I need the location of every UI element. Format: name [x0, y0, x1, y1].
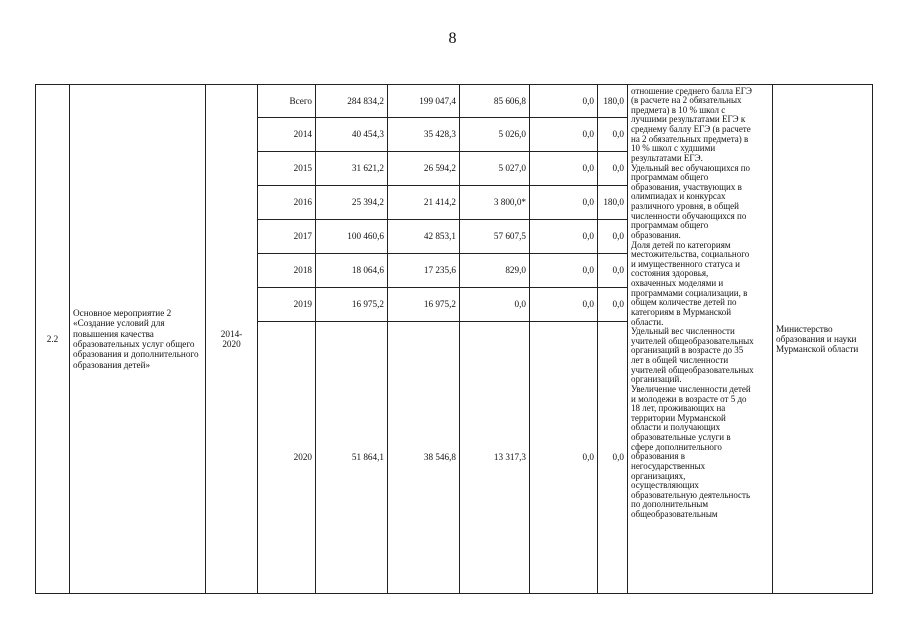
- indicator-line: среднему баллу ЕГЭ (в расчете: [631, 124, 751, 134]
- federal-value: 0,0: [460, 288, 530, 322]
- indicator-line: состояния здоровья,: [631, 268, 709, 279]
- federal-value: 3 800,0*: [460, 186, 530, 220]
- indicator-line: осуществляющих: [631, 480, 699, 491]
- activity-period: 2014- 2020: [206, 85, 258, 594]
- indicator-line: результатами ЕГЭ.: [631, 152, 703, 163]
- indicator-line: образования, участвующих в: [631, 181, 742, 192]
- year-label: 2017: [258, 220, 316, 254]
- indicator-line: образования.: [631, 229, 681, 240]
- indicator-line: (в расчете на 2 обязательных: [631, 95, 742, 106]
- regional-value: 35 428,3: [388, 118, 460, 152]
- indicator-line: отношение среднего балла ЕГЭ: [631, 86, 752, 96]
- program-activity-table: [35, 84, 873, 594]
- indicator-line: на 2 обязательных предмета) в: [631, 133, 749, 144]
- other-value: 0,0: [598, 118, 628, 152]
- regional-value: 42 853,1: [388, 220, 460, 254]
- total-value: 18 064,6: [316, 254, 388, 288]
- indicator-line: лет в общей численности: [631, 355, 729, 365]
- year-label: 2019: [258, 288, 316, 322]
- indicator-line: общем количестве детей по: [631, 297, 737, 308]
- local-value: 0,0: [530, 322, 598, 594]
- indicator-line: олимпиадах и конкурсах: [631, 191, 726, 202]
- target-indicators: [628, 85, 773, 594]
- indicator-line: категориям в Мурманской: [631, 306, 732, 317]
- indicator-line: учителей общеобразовательных: [631, 364, 754, 375]
- indicator-line: негосударственных: [631, 460, 706, 471]
- total-value: 16 975,2: [316, 288, 388, 322]
- local-value: 0,0: [530, 186, 598, 220]
- federal-value: 57 607,5: [460, 220, 530, 254]
- activity-title: Основное мероприятие 2 «Создание условий для повышения качества образовательных услуг общего образования и дополнительного образования детей»: [70, 85, 206, 594]
- indicator-line: 10 % школ с худшими: [631, 143, 716, 154]
- total-value: 25 394,2: [316, 186, 388, 220]
- year-label: 2015: [258, 152, 316, 186]
- total-value: 31 621,2: [316, 152, 388, 186]
- federal-value: 829,0: [460, 254, 530, 288]
- indicator-line: общеобразовательным: [631, 509, 718, 519]
- total-value: 284 834,2: [316, 85, 388, 118]
- indicator-line: лучшими результатами ЕГЭ к: [631, 114, 746, 125]
- total-value: 40 454,3: [316, 118, 388, 152]
- activity-code: 2.2: [36, 85, 70, 594]
- local-value: 0,0: [530, 288, 598, 322]
- regional-value: 38 546,8: [388, 322, 460, 594]
- indicator-line: Удельный вес обучающихся по: [631, 162, 751, 173]
- indicator-line: охваченных моделями и: [631, 278, 724, 288]
- indicator-line: организаций в возрасте до 35: [631, 345, 744, 356]
- regional-value: 21 414,2: [388, 186, 460, 220]
- indicator-line: различного уровня, в общей: [631, 201, 739, 211]
- indicators-list: [631, 87, 769, 592]
- indicator-line: организациях,: [631, 470, 686, 481]
- indicator-line: 18 лет, проживающих на: [631, 403, 726, 414]
- other-value: 0,0: [598, 322, 628, 594]
- other-value: 0,0: [598, 220, 628, 254]
- table-row-total: [36, 85, 873, 118]
- indicator-line: сфере дополнительного: [631, 441, 722, 452]
- indicator-line: области и получающих: [631, 422, 721, 433]
- other-value: 180,0: [598, 85, 628, 118]
- other-value: 0,0: [598, 152, 628, 186]
- year-label: 2016: [258, 186, 316, 220]
- indicator-line: и имущественного статуса и: [631, 258, 740, 269]
- responsible-executor: Министерство образования и науки Мурманской области: [773, 85, 873, 594]
- local-value: 0,0: [530, 118, 598, 152]
- regional-value: 26 594,2: [388, 152, 460, 186]
- page-number: 8: [448, 30, 457, 47]
- indicator-line: Доля детей по категориям: [631, 239, 731, 250]
- local-value: 0,0: [530, 254, 598, 288]
- indicator-line: образования в: [631, 451, 685, 462]
- table-body: [36, 85, 873, 594]
- indicator-line: учителей общеобразовательных: [631, 335, 754, 346]
- indicator-line: численности обучающихся по: [631, 210, 747, 221]
- federal-value: 5 027,0: [460, 152, 530, 186]
- year-label: 2020: [258, 322, 316, 594]
- indicator-line: предмета) в 10 % школ с: [631, 104, 726, 115]
- federal-value: 85 606,8: [460, 85, 530, 118]
- local-value: 0,0: [530, 85, 598, 118]
- other-value: 0,0: [598, 288, 628, 322]
- year-label: Всего: [258, 85, 316, 118]
- total-value: 100 460,6: [316, 220, 388, 254]
- indicator-line: организаций.: [631, 374, 682, 385]
- indicator-line: образовательную деятельность: [631, 489, 751, 500]
- local-value: 0,0: [530, 220, 598, 254]
- other-value: 0,0: [598, 254, 628, 288]
- indicator-line: образовательные услуги в: [631, 432, 731, 442]
- indicator-line: программам общего: [631, 220, 709, 231]
- other-value: 180,0: [598, 186, 628, 220]
- indicator-line: программам общего: [631, 172, 709, 183]
- indicator-line: местожительства, социального: [631, 249, 750, 260]
- total-value: 51 864,1: [316, 322, 388, 594]
- indicator-line: и молодежи в возрасте от 5 до: [631, 393, 747, 404]
- indicator-line: программами социализации, в: [631, 287, 748, 298]
- indicator-line: области.: [631, 316, 664, 327]
- indicator-line: Увеличение численности детей: [631, 383, 751, 394]
- federal-value: 5 026,0: [460, 118, 530, 152]
- regional-value: 199 047,4: [388, 85, 460, 118]
- regional-value: 16 975,2: [388, 288, 460, 322]
- indicator-line: территории Мурманской: [631, 412, 726, 423]
- federal-value: 13 317,3: [460, 322, 530, 594]
- local-value: 0,0: [530, 152, 598, 186]
- year-label: 2018: [258, 254, 316, 288]
- indicator-line: по дополнительным: [631, 499, 709, 510]
- regional-value: 17 235,6: [388, 254, 460, 288]
- indicator-line: Удельный вес численности: [631, 326, 735, 337]
- year-label: 2014: [258, 118, 316, 152]
